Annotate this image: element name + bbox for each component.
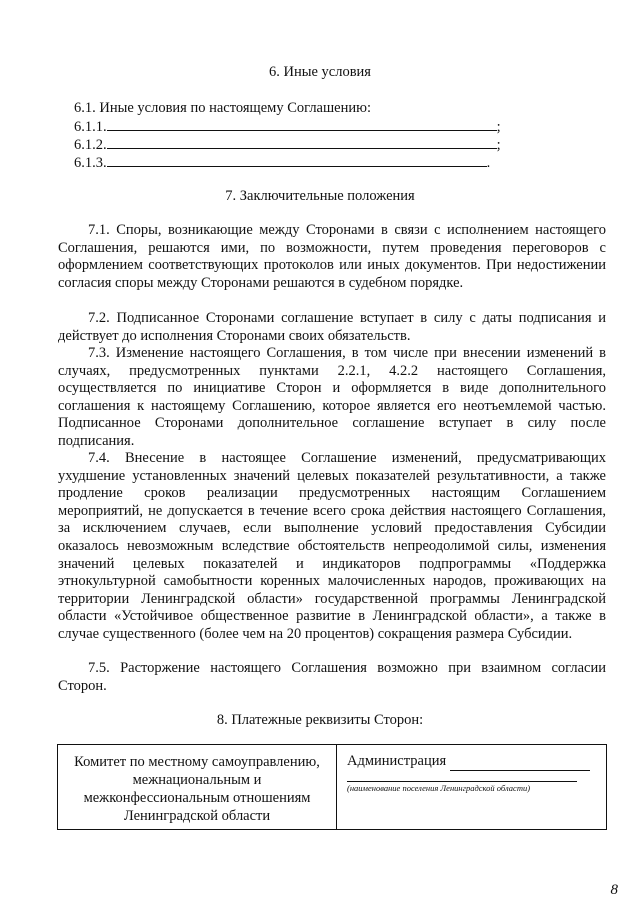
section-8-heading: 8. Платежные реквизиты Сторон: [216, 712, 424, 728]
fill-blank [107, 154, 487, 167]
paragraph-7-4: 7.4. Внесение в настоящее Соглашение изменений, предусматривающих ухудшение установленных значений целевых показателей результативности, а также продление сроков реализации предусмотренных настоящим Соглашением мероприятий, не допускается в течение всего срока действия настоящего Соглашения, за исключением случаев, если выполнение условий предоставления Субсидии оказалось невозможным вследствие обстоятельств непреодолимой силы, изменения значений целевых показателей и индикаторов подпрограммы «Поддержка этнокультурной самобытности коренных малочисленных народов, проживающих на территории Ленинградской области» государственной программы Ленинградской области «Устойчивое общественное развитие в Ленинградской области», а также в случае существенного (более чем на 20 процентов) сокращения размера Субсидии. [58, 450, 606, 642]
committee-name-line-4: Ленинградской области [123, 808, 271, 824]
settlement-name-hint: (наименование поселения Ленинградской области) [347, 783, 531, 793]
condition-line-1 [74, 118, 501, 136]
committee-name-line-1: Комитет по местному самоуправлению, [74, 754, 320, 770]
committee-cell [58, 745, 337, 830]
administration-cell [337, 745, 607, 830]
fill-blank [107, 136, 497, 149]
condition-label: 6.1.2. [74, 137, 107, 153]
condition-label: 6.1.3. [74, 155, 107, 171]
condition-end: ; [496, 119, 501, 135]
condition-end: ; [496, 137, 501, 153]
condition-line-3 [74, 154, 490, 172]
fill-blank [107, 118, 497, 131]
section-7-heading: 7. Заключительные положения [225, 188, 415, 204]
condition-line-2 [74, 136, 501, 154]
other-conditions-intro: 6.1. Иные условия по настоящему Соглашению: [74, 100, 371, 116]
section-6-heading: 6. Иные условия [269, 64, 371, 80]
settlement-name-line [347, 781, 577, 782]
administration-label: Администрация [347, 753, 447, 769]
committee-name-line-2: межнациональным и [132, 772, 262, 788]
paragraph-7-2: 7.2. Подписанное Сторонами соглашение вступает в силу с даты подписания и действует до исполнения Сторонами своих обязательств. [58, 310, 606, 344]
administration-blank [450, 753, 590, 771]
condition-label: 6.1.1. [74, 119, 107, 135]
paragraph-7-3: 7.3. Изменение настоящего Соглашения, в том числе при внесении изменений в случаях, предусмотренных пунктами 2.2.1, 4.2.2 настоящего Соглашения, осуществляется по инициативе Сторон и оформляется в виде дополнительного соглашения к настоящему Соглашению, которое является его неотъемлемой частью. Подписанное Сторонами дополнительное соглашение вступает в силу после подписания. [58, 345, 606, 449]
condition-end: . [486, 155, 491, 171]
payment-details-table [57, 744, 607, 830]
paragraph-7-1: 7.1. Споры, возникающие между Сторонами в связи с исполнением настоящего Соглашения, решаются ими, по возможности, путем проведения переговоров с оформлением соответствующих протоколов или иных документов. При недостижении согласия споры между Сторонами решаются в судебном порядке. [58, 222, 606, 291]
page-number: 8 [610, 882, 618, 898]
paragraph-7-5: 7.5. Расторжение настоящего Соглашения возможно при взаимном согласии Сторон. [58, 660, 606, 694]
committee-name-line-3: межконфессиональным отношениям [83, 790, 311, 806]
